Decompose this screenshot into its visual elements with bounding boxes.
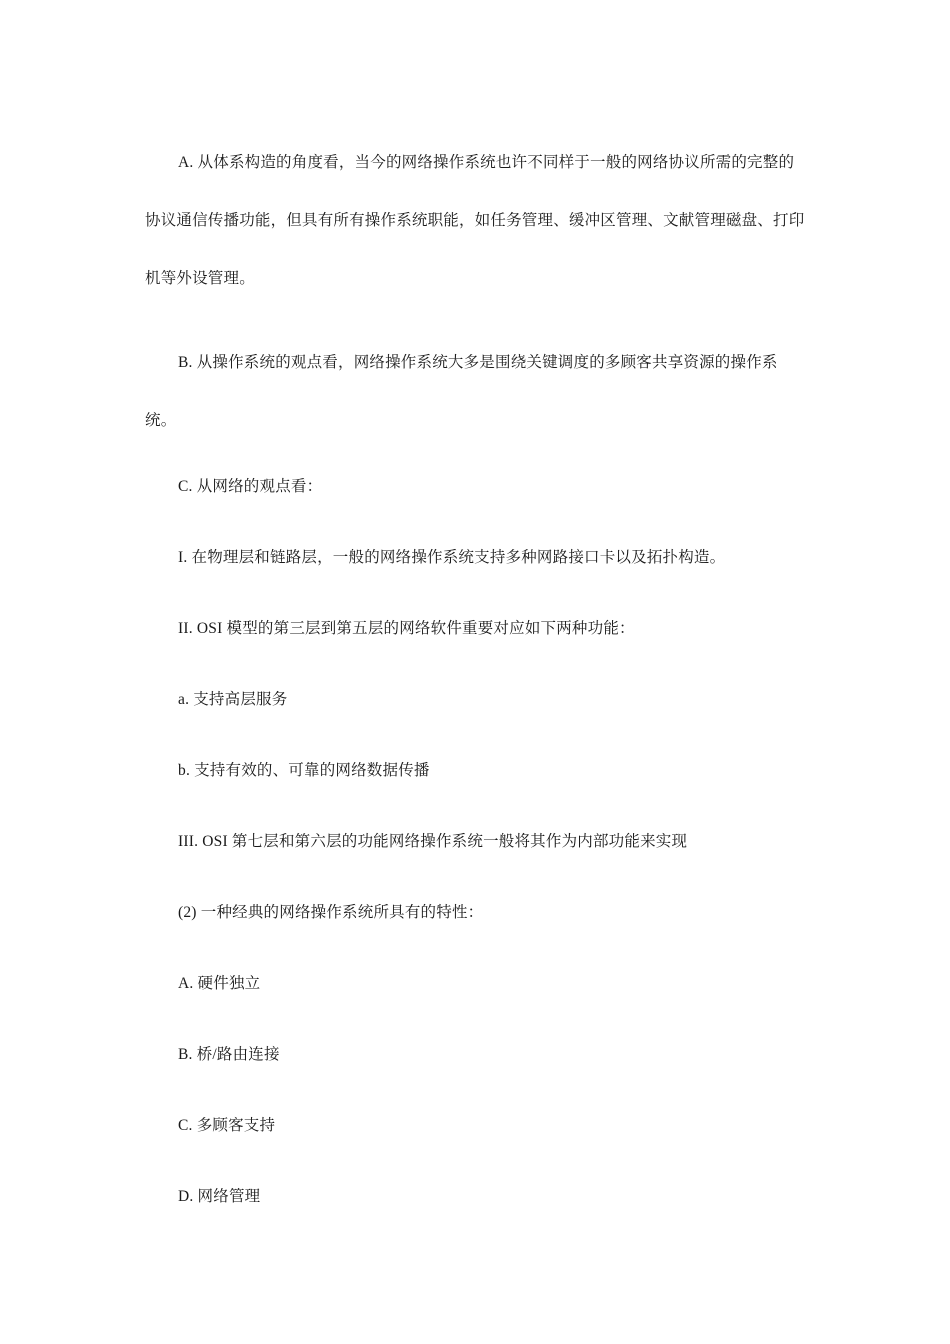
feature-item-multi-user: C. 多顾客支持: [178, 1117, 276, 1134]
feature-item-hardware: A. 硬件独立: [178, 975, 261, 992]
feature-item-network-mgmt: D. 网络管理: [178, 1188, 261, 1205]
section-heading-features: (2) 一种经典的网络操作系统所具有的特性：: [178, 904, 484, 921]
list-item-iii-osi-6-7: III. OSI 第七层和第六层的功能网络操作系统一般将其作为内部功能来实现: [178, 833, 688, 850]
paragraph-a-architecture: A. 从体系构造的角度看，当今的网络操作系统也许不同样于一般的网络协议所需的完整的协议通信传播功能，但具有所有操作系统职能，如任务管理、缓冲区管理、文献管理磁盘、打印机等外设管理。: [145, 154, 805, 287]
document-body: [145, 148, 808, 1253]
feature-item-bridge-routing: B. 桥/路由连接: [178, 1046, 280, 1063]
paragraph-c-network-view: C. 从网络的观点看：: [178, 478, 323, 495]
list-item-ii-osi-3-5: II. OSI 模型的第三层到第五层的网络软件重要对应如下两种功能：: [178, 620, 635, 637]
list-item-i-physical-link: I. 在物理层和链路层，一般的网络操作系统支持多种网路接口卡以及拓扑构造。: [178, 549, 726, 566]
paragraph-b-os-view: B. 从操作系统的观点看，网络操作系统大多是围绕关键调度的多顾客共享资源的操作系统。: [145, 354, 778, 429]
list-item-b-reliable-transfer: b. 支持有效的、可靠的网络数据传播: [178, 762, 430, 779]
list-item-a-high-level: a. 支持高层服务: [178, 691, 288, 708]
